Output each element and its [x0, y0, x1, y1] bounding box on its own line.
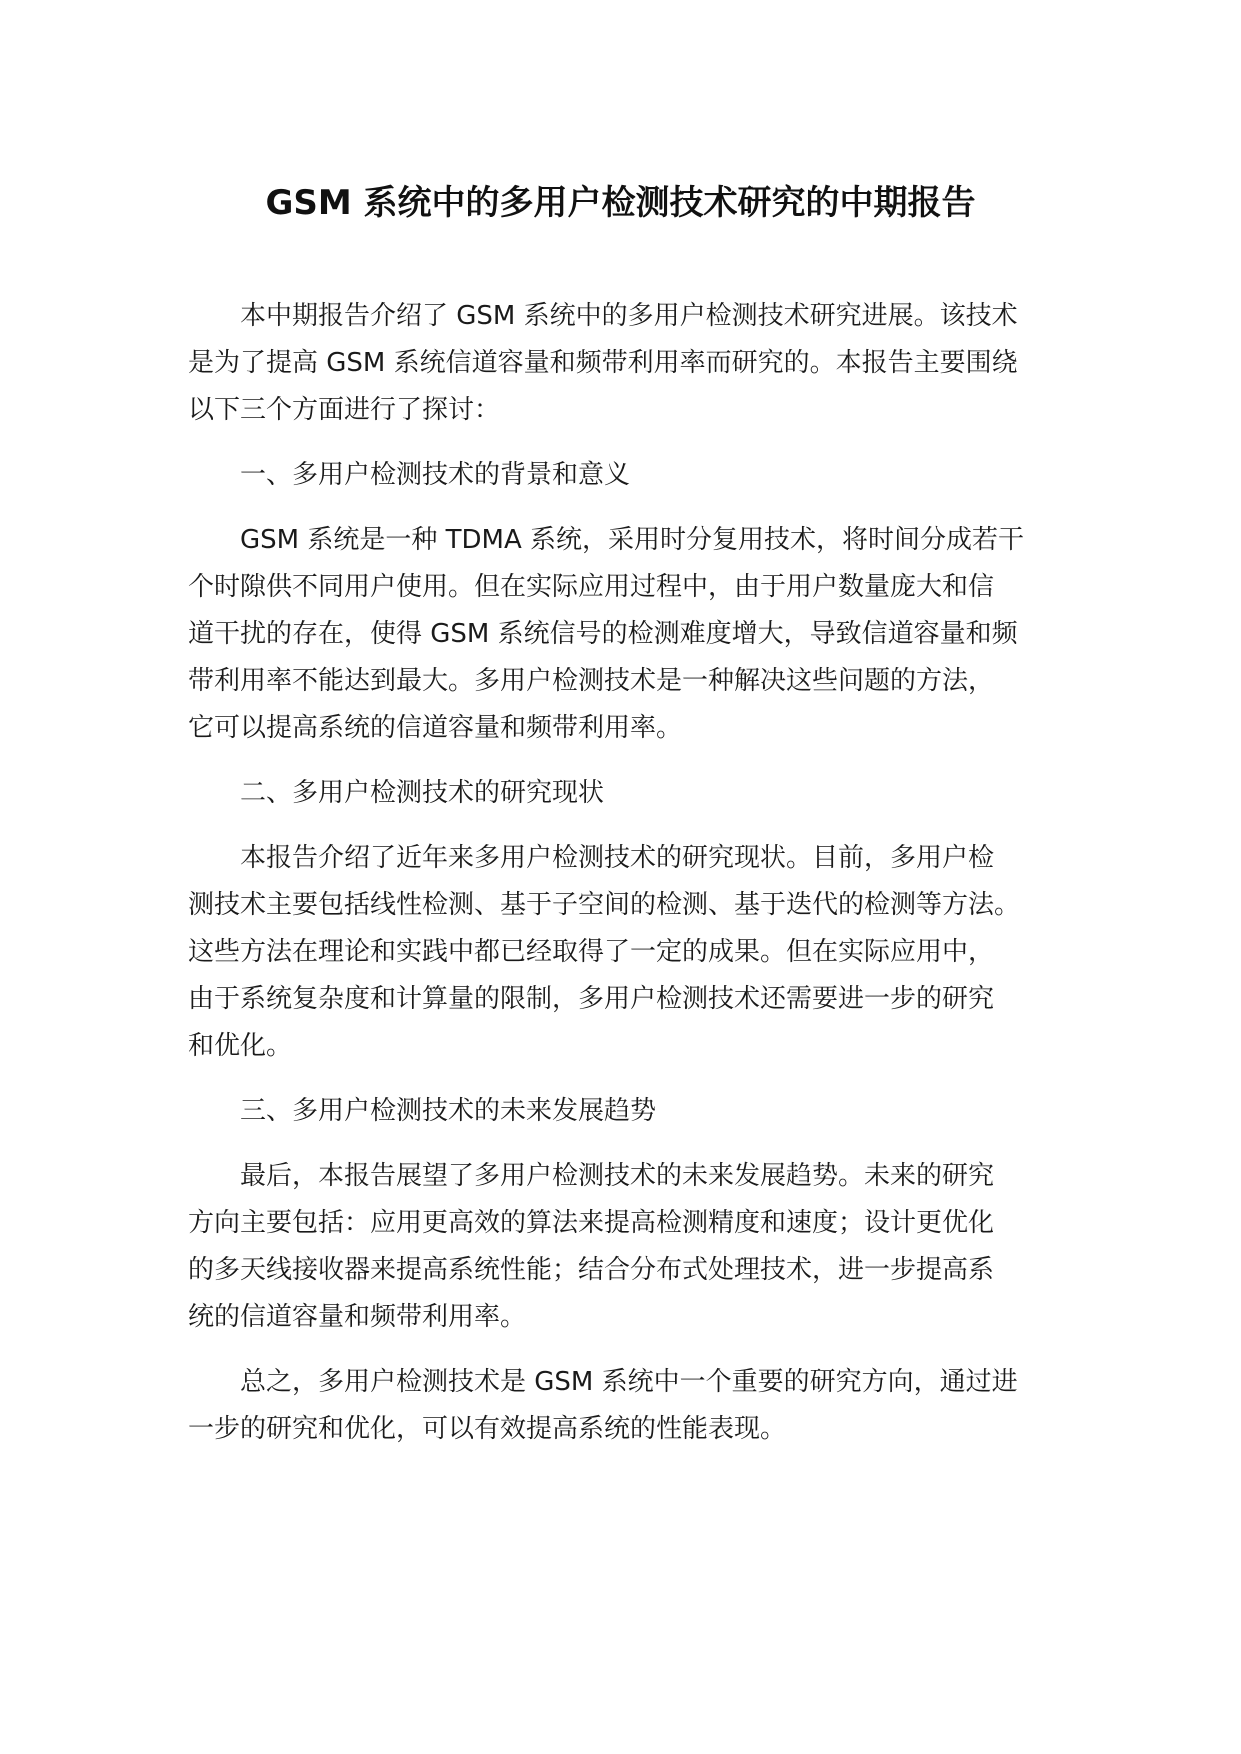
text-line: 本中期报告介绍了 GSM 系统中的多用户检测技术研究进展。该技术	[240, 301, 1018, 331]
text-line: 一步的研究和优化，可以有效提高系统的性能表现。	[188, 1414, 787, 1444]
text-line: 三、多用户检测技术的未来发展趋势	[240, 1096, 657, 1126]
section-heading	[188, 770, 1068, 817]
text-line: 道干扰的存在，使得 GSM 系统信号的检测难度增大，导致信道容量和频	[188, 619, 1018, 649]
text-line: 它可以提高系统的信道容量和频带利用率。	[188, 713, 683, 743]
text-line: 和优化。	[188, 1031, 293, 1061]
text-line: 这些方法在理论和实践中都已经取得了一定的成果。但在实际应用中，	[188, 937, 995, 967]
text-line: 一、多用户检测技术的背景和意义	[240, 460, 631, 490]
text-line: 最后，本报告展望了多用户检测技术的未来发展趋势。未来的研究	[240, 1161, 995, 1191]
text-line: 由于系统复杂度和计算量的限制，多用户检测技术还需要进一步的研究	[188, 984, 995, 1014]
text-line: 以下三个方面进行了探讨：	[188, 395, 501, 425]
document-body	[188, 293, 1068, 1471]
body-paragraph	[188, 835, 1068, 1070]
document-title: GSM 系统中的多用户检测技术研究的中期报告	[265, 183, 976, 223]
text-line: 是为了提高 GSM 系统信道容量和频带利用率而研究的。本报告主要围绕	[188, 348, 1018, 378]
section-heading	[188, 1088, 1068, 1135]
text-line: GSM 系统是一种 TDMA 系统，采用时分复用技术，将时间分成若干	[240, 525, 1024, 555]
text-line: 二、多用户检测技术的研究现状	[240, 778, 605, 808]
body-paragraph	[188, 517, 1068, 752]
text-line: 统的信道容量和频带利用率。	[188, 1302, 527, 1332]
body-paragraph	[188, 1153, 1068, 1341]
body-paragraph	[188, 293, 1068, 434]
body-paragraph	[188, 1359, 1068, 1453]
text-line: 本报告介绍了近年来多用户检测技术的研究现状。目前，多用户检	[240, 843, 995, 873]
text-line: 测技术主要包括线性检测、基于子空间的检测、基于迭代的检测等方法。	[188, 890, 1021, 920]
text-line: 个时隙供不同用户使用。但在实际应用过程中，由于用户数量庞大和信	[188, 572, 995, 602]
text-line: 方向主要包括：应用更高效的算法来提高检测精度和速度；设计更优化	[188, 1208, 995, 1238]
section-heading	[188, 452, 1068, 499]
text-line: 的多天线接收器来提高系统性能；结合分布式处理技术，进一步提高系	[188, 1255, 995, 1285]
text-line: 带利用率不能达到最大。多用户检测技术是一种解决这些问题的方法，	[188, 666, 995, 696]
text-line: 总之，多用户检测技术是 GSM 系统中一个重要的研究方向，通过进	[240, 1367, 1018, 1397]
